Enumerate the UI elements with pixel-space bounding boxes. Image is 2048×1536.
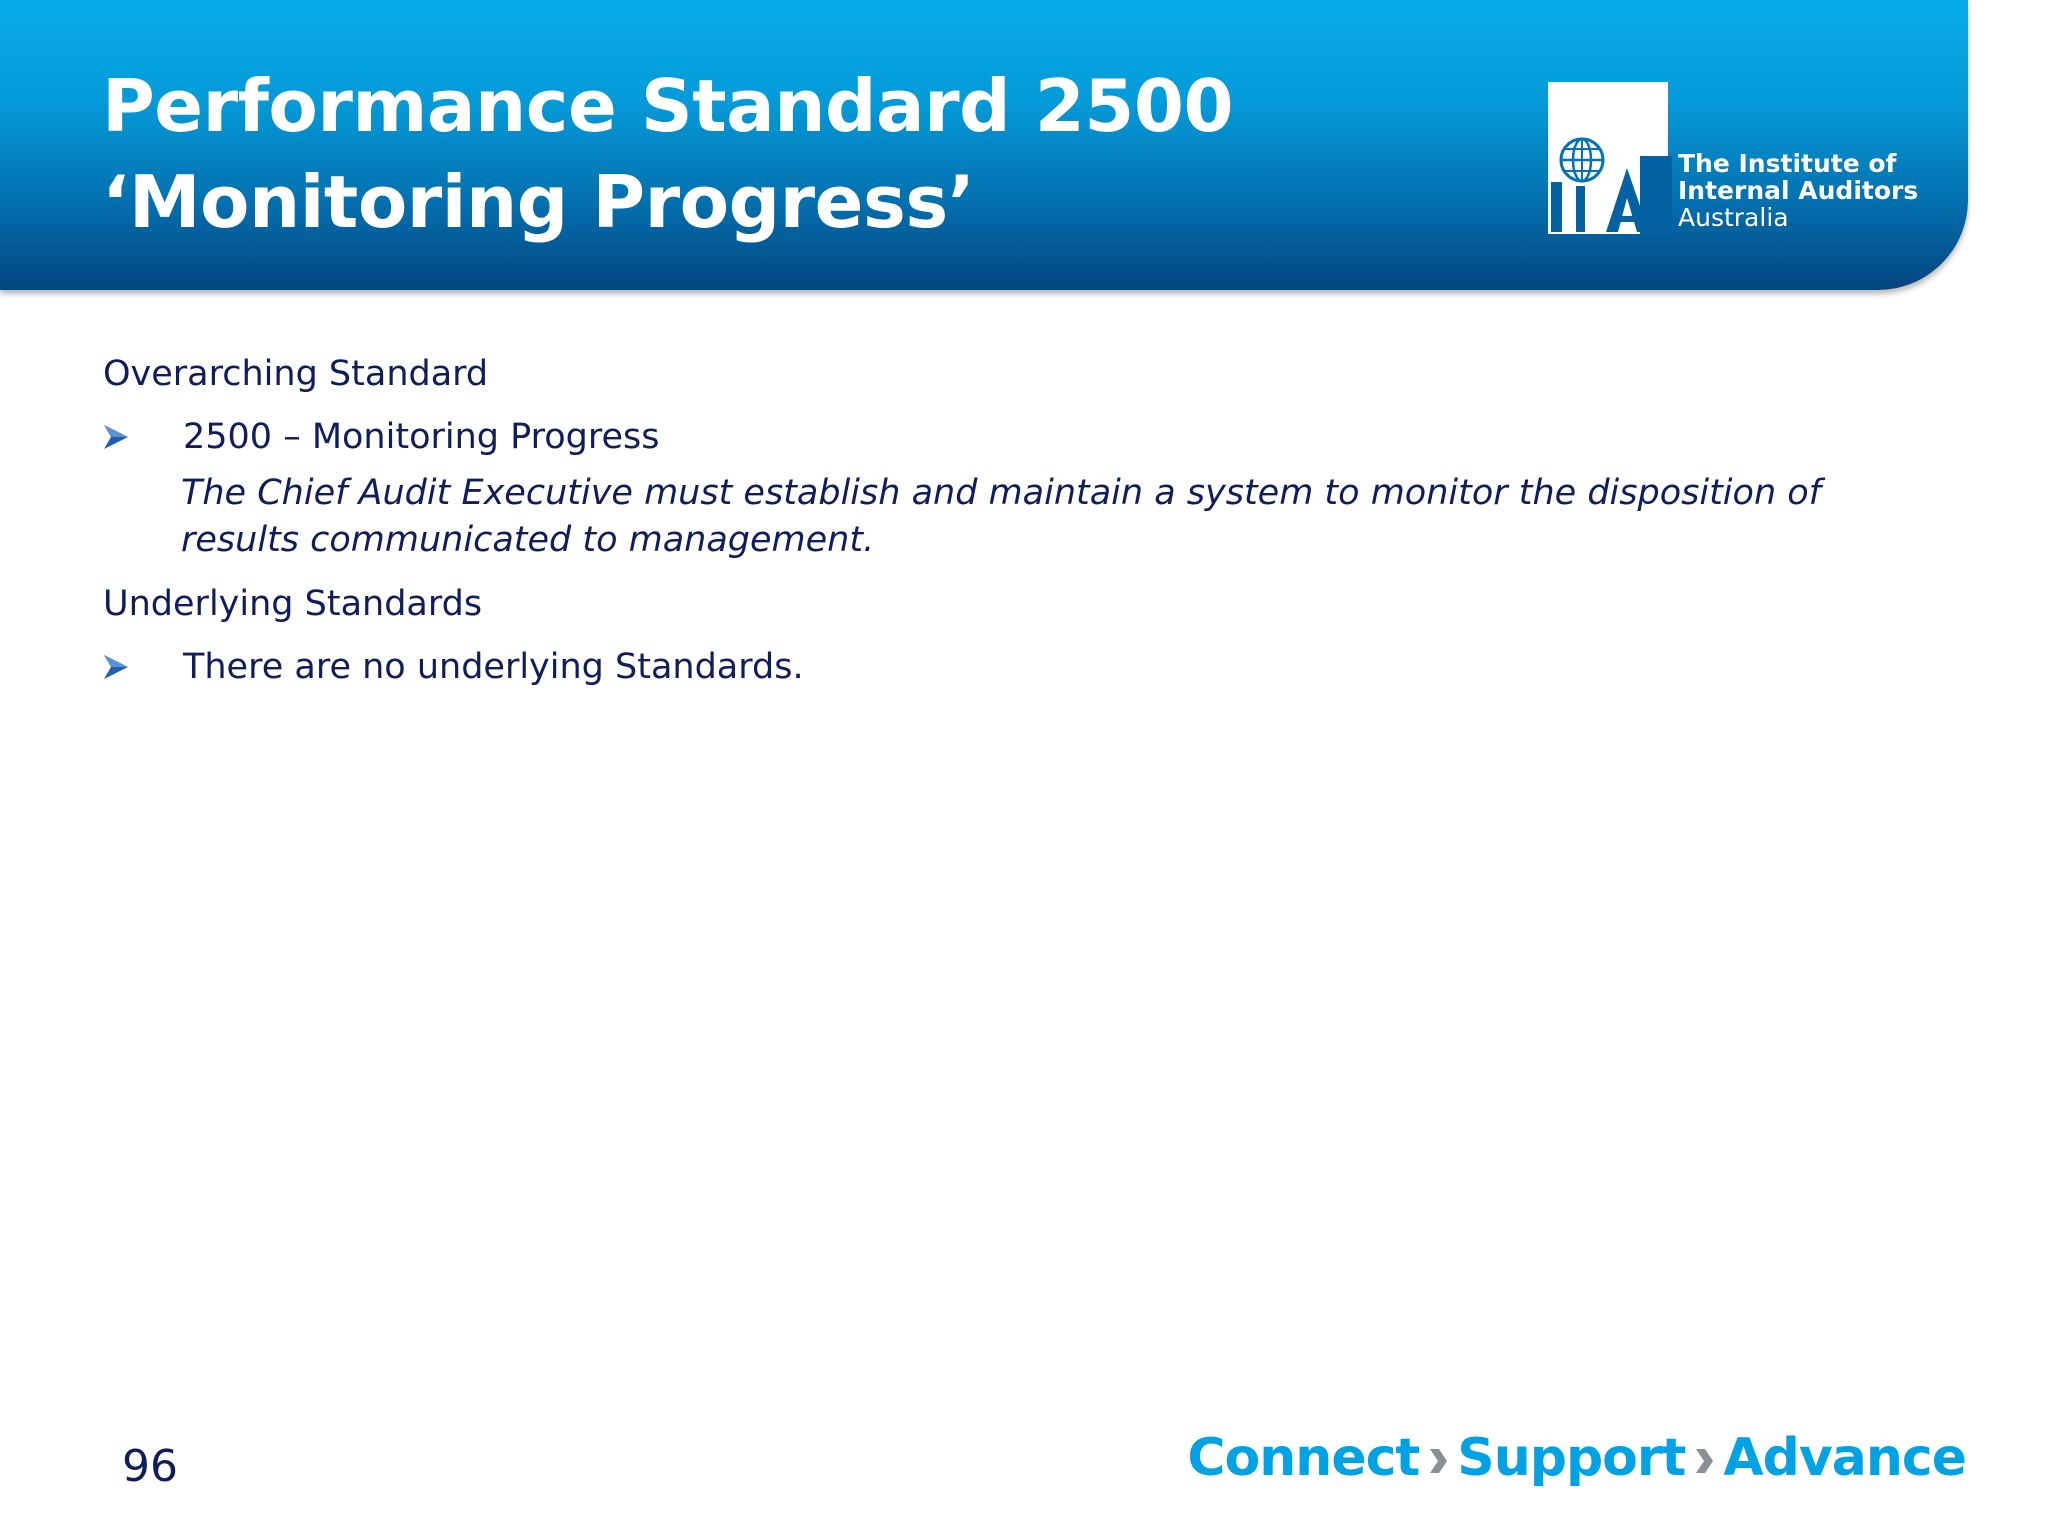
globe-icon: [1561, 139, 1603, 181]
logo-text: [1678, 150, 1918, 231]
chevron-right-icon: [1427, 1446, 1449, 1476]
tagline-advance: Advance: [1723, 1428, 1966, 1488]
overarching-item: [103, 404, 1803, 470]
tagline: [1187, 1428, 1966, 1488]
header-banner: [0, 0, 1968, 290]
underlying-item: [103, 634, 1803, 700]
arrow-bullet-icon: [103, 423, 129, 451]
tagline-connect: Connect: [1187, 1428, 1420, 1488]
page-title: [102, 58, 1233, 250]
arrow-bullet-icon: [103, 653, 129, 681]
underlying-heading: Underlying Standards: [103, 584, 483, 624]
logo-line-3: Australia: [1678, 203, 1789, 232]
overarching-heading: Overarching Standard: [103, 354, 489, 394]
logo-line-2: Internal Auditors: [1678, 176, 1919, 205]
iia-logo-mark: [1548, 82, 1672, 234]
iia-logo: [1548, 82, 1919, 234]
underlying-item-text: There are no underlying Standards.: [183, 647, 804, 687]
slide-content: [103, 344, 1821, 700]
standard-quote: The Chief Audit Executive must establish and maintain a system to monitor the disposition of results communicated to management.: [181, 473, 1821, 560]
logo-line-1: The Institute of: [1678, 149, 1897, 178]
title-line-2: ‘Monitoring Progress’: [102, 160, 975, 244]
chevron-right-icon: [1693, 1446, 1715, 1476]
overarching-item-text: 2500 – Monitoring Progress: [183, 417, 660, 457]
tagline-support: Support: [1457, 1428, 1686, 1488]
title-line-1: Performance Standard 2500: [102, 64, 1234, 148]
page-number: 96: [122, 1441, 178, 1492]
